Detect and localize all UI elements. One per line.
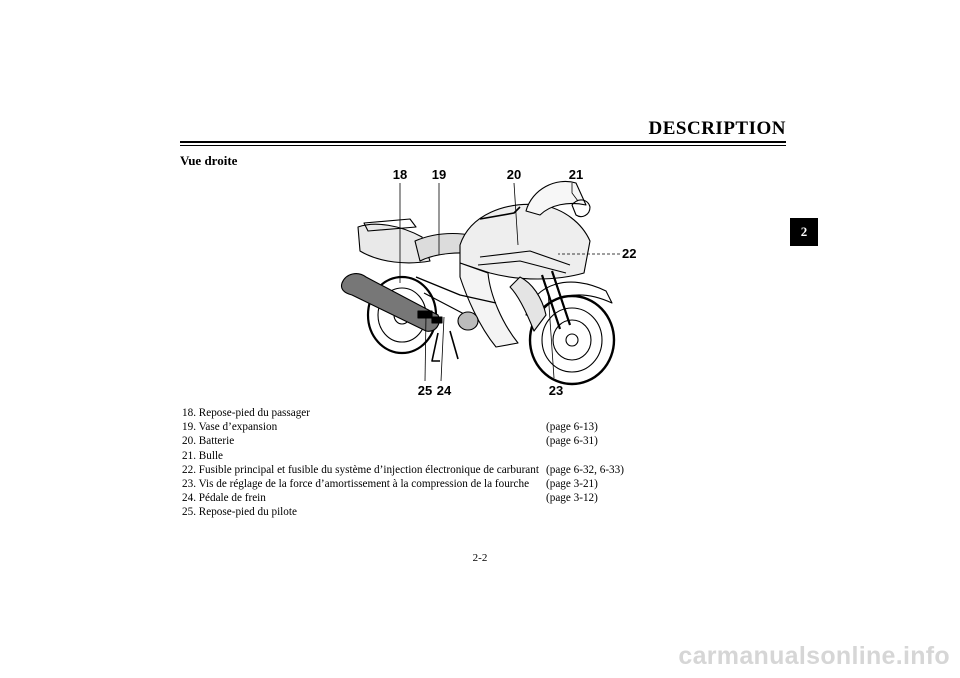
callout-23: 23: [548, 383, 564, 398]
section-title: Vue droite: [180, 153, 238, 168]
legend-item: [182, 406, 652, 420]
callout-18: 18: [392, 167, 408, 182]
chapter-tab: 2: [790, 218, 818, 246]
parts-legend: [182, 406, 652, 520]
callout-22: 22: [622, 246, 637, 261]
legend-item: [182, 463, 652, 477]
watermark: carmanualsonline.info: [678, 642, 950, 670]
legend-label: 22. Fusible principal et fusible du système d’injection électronique de carburant: [182, 463, 539, 476]
legend-page-ref: (page 6-13): [546, 421, 598, 434]
page-number: 2-2: [472, 552, 488, 564]
legend-label: 21. Bulle: [182, 449, 224, 462]
motorcycle-illustration: [320, 165, 650, 400]
legend-item: [182, 477, 652, 491]
callout-21: 21: [568, 167, 584, 182]
legend-item: [182, 434, 652, 448]
page-header-title: DESCRIPTION: [648, 118, 786, 139]
legend-item: [182, 449, 652, 463]
legend-label: 25. Repose-pied du pilote: [182, 506, 297, 519]
header-rule-thick: [180, 141, 786, 143]
legend-label: 18. Repose-pied du passager: [182, 407, 311, 419]
legend-item: [182, 420, 652, 434]
legend-label: 24. Pédale de frein: [182, 492, 266, 505]
callout-19: 19: [431, 167, 447, 182]
legend-page-ref: (page 6-32, 6-33): [546, 463, 624, 476]
legend-page-ref: (page 6-31): [546, 435, 598, 448]
motorcycle-figure: [320, 165, 650, 400]
legend-page-ref: (page 3-12): [546, 492, 598, 505]
legend-item: [182, 505, 652, 519]
header-rule-thin: [180, 145, 786, 146]
legend-item: [182, 491, 652, 505]
callout-20: 20: [506, 167, 522, 182]
callout-24: 24: [436, 383, 452, 398]
legend-label: 19. Vase d’expansion: [182, 421, 278, 434]
callout-25: 25: [417, 383, 433, 398]
legend-label: 23. Vis de réglage de la force d’amortissement à la compression de la fourche: [182, 477, 530, 490]
legend-label: 20. Batterie: [182, 435, 235, 448]
legend-page-ref: (page 3-21): [546, 477, 598, 490]
